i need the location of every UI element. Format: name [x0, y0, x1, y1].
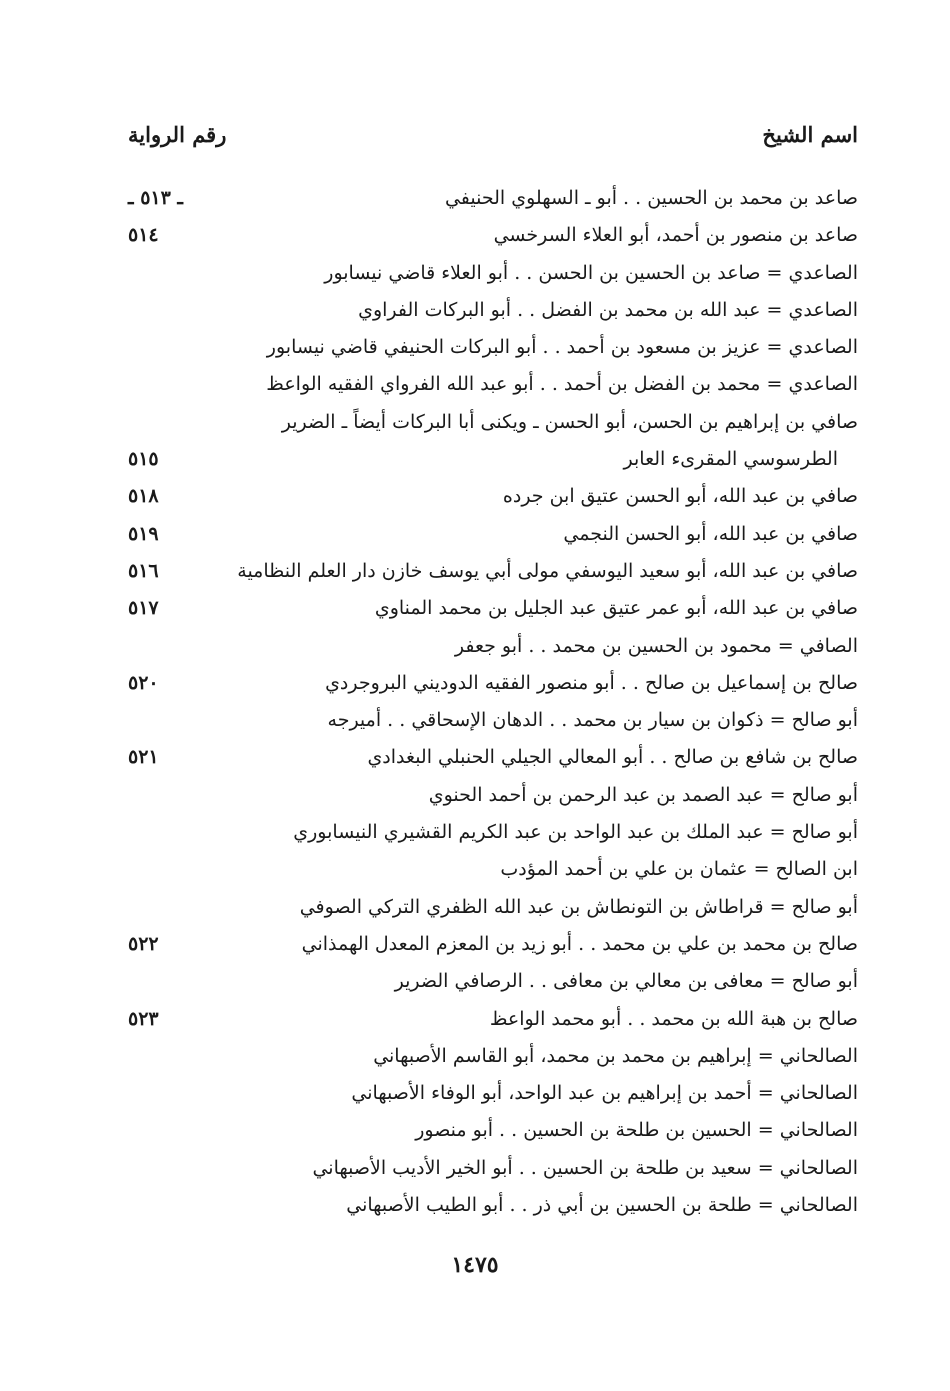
- table-header: [128, 122, 858, 162]
- header-narration-number: رقم الرواية: [128, 122, 227, 147]
- sheikh-name: صالح بن شافع بن صالح . . أبو المعالي الجيلي الحنبلي البغدادي: [367, 746, 858, 769]
- list-item: [128, 665, 858, 702]
- narration-number: ٥١٨: [128, 485, 159, 508]
- list-item: [128, 926, 858, 963]
- list-item: [128, 217, 858, 254]
- narration-number: ٥٢٢: [128, 932, 159, 955]
- sheikh-name: الصالحاني = سعيد بن طلحة بن الحسين . . أبو الخير الأديب الأصبهاني: [312, 1156, 858, 1179]
- narration-number: ٥٢٠: [128, 671, 159, 694]
- narration-number: ٥١٥: [128, 448, 159, 471]
- list-item: [128, 1075, 858, 1112]
- list-item: [128, 478, 858, 515]
- list-item: [128, 1150, 858, 1187]
- list-item: [128, 777, 858, 814]
- sheikh-name: صافي بن عبد الله، أبو الحسن النجمي: [563, 522, 858, 545]
- sheikh-name: الصالحاني = أحمد بن إبراهيم بن عبد الواحد، أبو الوفاء الأصبهاني: [351, 1082, 858, 1105]
- list-item: [128, 1038, 858, 1075]
- sheikh-name: الصاعدي = عبد الله بن محمد بن الفضل . . أبو البركات الفراوي: [358, 298, 858, 321]
- sheikh-name: صالح بن هبة الله بن محمد . . أبو محمد الواعظ: [489, 1007, 858, 1030]
- list-item: [128, 553, 858, 590]
- list-item: [128, 255, 858, 292]
- list-item: [128, 180, 858, 217]
- sheikh-name: أبو صالح = قراطاش بن التونطاش بن عبد الله الظفري التركي الصوفي: [299, 895, 858, 918]
- sheikh-name: صافي بن عبد الله، أبو الحسن عتيق ابن جرده: [502, 485, 858, 508]
- list-item: [128, 963, 858, 1000]
- list-item: [128, 1001, 858, 1038]
- sheikh-name: أبو صالح = معافى بن معالي بن معافى . . الرصافي الضرير: [394, 970, 858, 993]
- list-item: [128, 1112, 858, 1149]
- sheikh-name: صافي بن عبد الله، أبو عمر عتيق عبد الجليل بن محمد المناوي: [374, 597, 858, 620]
- list-item: [128, 702, 858, 739]
- sheikh-name: الصاعدي = عزيز بن مسعود بن أحمد . . أبو البركات الحنيفي قاضي نيسابور: [266, 336, 858, 359]
- list-item: [128, 590, 858, 627]
- list-item: [128, 516, 858, 553]
- narration-number: ٥٢١: [128, 746, 159, 769]
- list-item: [128, 404, 858, 441]
- list-item: [128, 441, 858, 478]
- list-item: [128, 366, 858, 403]
- narration-number: ٥١٧: [128, 597, 159, 620]
- list-item: [128, 628, 858, 665]
- sheikh-name: أبو صالح = عبد الصمد بن عبد الرحمن بن أحمد الحنوي: [428, 783, 858, 806]
- sheikh-name: الصافي = محمود بن الحسين بن محمد . . أبو جعفر: [454, 634, 858, 657]
- sheikh-name: أبو صالح = عبد الملك بن عبد الواحد بن عبد الكريم القشيري النيسابوري: [293, 821, 858, 844]
- sheikh-name: الصالحاني = طلحة بن الحسين بن أبي ذر . . أبو الطيب الأصبهاني: [346, 1194, 858, 1217]
- sheikh-name: صاعد بن منصور بن أحمد، أبو العلاء السرخسي: [493, 224, 858, 247]
- narration-number: ٥١٤: [128, 224, 159, 247]
- index-list: [128, 180, 858, 1224]
- sheikh-name: صافي بن عبد الله، أبو سعيد اليوسفي مولى أبي يوسف خازن دار العلم النظامية: [237, 559, 858, 582]
- sheikh-name: الصالحاني = الحسين بن طلحة بن الحسين . . أبو منصور: [415, 1119, 858, 1142]
- list-item: [128, 292, 858, 329]
- header-sheikh-name: اسم الشيخ: [762, 122, 858, 147]
- list-item: [128, 739, 858, 776]
- sheikh-name: الطرسوسي المقرىء العابر: [623, 448, 838, 471]
- list-item: [128, 889, 858, 926]
- sheikh-name: الصاعدي = محمد بن الفضل بن أحمد . . أبو عبد الله الفرواي الفقيه الواعظ: [266, 373, 858, 396]
- sheikh-name: الصالحاني = إبراهيم بن محمد بن محمد، أبو القاسم الأصبهاني: [373, 1044, 858, 1067]
- narration-number: ٥١٦: [128, 559, 159, 582]
- sheikh-name: صالح بن محمد بن علي بن محمد . . أبو زيد بن المعزم المعدل الهمذاني: [301, 932, 858, 955]
- sheikh-name: ابن الصالح = عثمان بن علي بن أحمد المؤدب: [500, 858, 858, 881]
- narration-number: ٥٢٣: [128, 1007, 159, 1030]
- list-item: [128, 851, 858, 888]
- sheikh-name: صاعد بن محمد بن الحسين . . أبو ـ السهلوي الحنيفي: [444, 187, 858, 209]
- narration-number: ـ ٥١٣ ـ: [128, 187, 183, 209]
- list-item: [128, 1187, 858, 1224]
- sheikh-name: أبو صالح = ذكوان بن سيار بن محمد . . الدهان الإسحاقي . . أميرجه: [327, 709, 858, 732]
- sheikh-name: صالح بن إسماعيل بن صالح . . أبو منصور الفقيه الدوديني البروجردي: [325, 671, 858, 694]
- list-item: [128, 814, 858, 851]
- sheikh-name: صافي بن إبراهيم بن الحسن، أبو الحسن ـ ويكنى أبا البركات أيضاً ـ الضرير: [281, 410, 858, 433]
- list-item: [128, 329, 858, 366]
- narration-number: ٥١٩: [128, 522, 159, 545]
- page-number: ١٤٧٥: [451, 1252, 499, 1278]
- sheikh-name: الصاعدي = صاعد بن الحسين بن الحسن . . أبو العلاء قاضي نيسابور: [324, 261, 858, 284]
